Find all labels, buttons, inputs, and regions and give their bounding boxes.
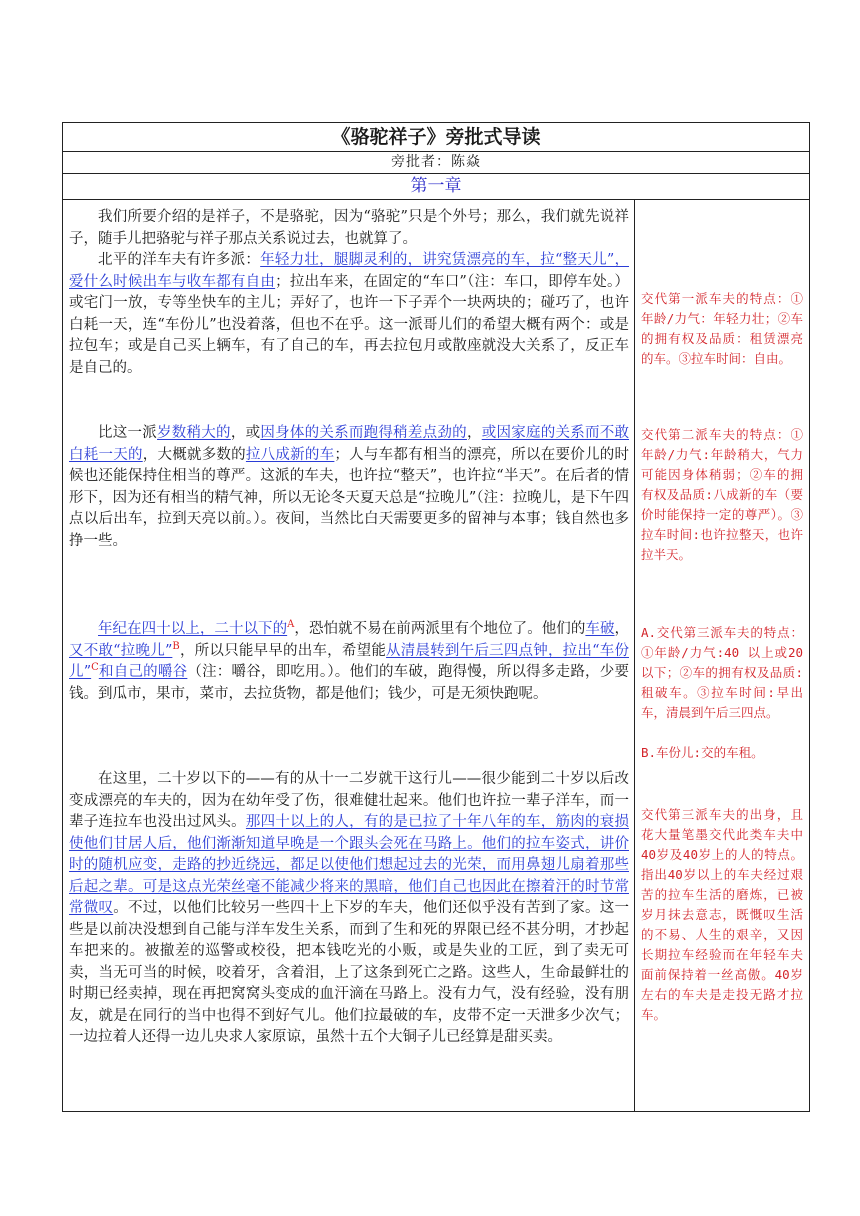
main-text-column <box>63 199 635 1111</box>
text-segment: 比这一派 <box>98 425 158 441</box>
text-segment: ；人与车都有相当的漂亮，所以在要价儿的时候也还能保持住相当的尊严。这派的车夫，也许拉“整天”，也许拉“半天”。在后者的情形下，因为还有相当的精气神，所以无论冬天夏天总是“拉晚儿”（注：拉晚儿，是下午四点以后出车，拉到天亮以前。）。夜间，当然比白天需要更多的留神与本事；钱自然也多挣一些。 <box>69 446 630 549</box>
document-title: 《骆驼祥子》旁批式导读 <box>63 123 809 152</box>
paragraph-4 <box>69 619 629 705</box>
highlight-segment: 和自己的嚼谷 <box>98 664 188 680</box>
highlight-segment: 岁数稍大的 <box>157 425 231 441</box>
text-segment: ；拉出车来，在固定的“车口”（注：车口，即停车处。）或宅门一放，专等坐快车的主儿；弄好了，也许一下子弄个一块两块的；碰巧了，也许白耗一天，连“车份儿”也没着落，但也不在乎。这一派哥儿们的希望大概有两个：或是拉包车；或是自己买上辆车，有了自己的车，再去拉包月或散座就没大关系了，反正车是自己的。 <box>69 273 630 376</box>
paragraph-1: 我们所要介绍的是祥子，不是骆驼，因为“骆驼”只是个外号；那么，我们就先说祥子，随手儿把骆驼与祥子那点关系说过去，也就算了。 <box>69 209 629 247</box>
side-note-2: 交代第二派车夫的特点：①年龄/力气:年龄稍大，气力可能因身体稍弱；②车的拥有权及品质:八成新的车（要价时能保持一定的尊严）。③拉车时间:也许拉整天，也许拉半天。 <box>641 427 803 562</box>
annotation-column <box>635 199 809 1111</box>
side-note-3: A.交代第三派车夫的特点：①年龄/力气:40 以上或20以下；②车的拥有权及品质:租破车。③拉车时间:早出车，清晨到午后三四点。 <box>641 625 803 720</box>
marker-a: A <box>287 619 295 631</box>
text-segment: ，恐怕就不易在前两派里有个地位了。他们的 <box>294 621 586 637</box>
highlight-segment: 或因家庭的关系而不敢白耗一天的 <box>69 425 630 463</box>
highlight-segment: 又不敢“拉晚儿” <box>69 642 173 659</box>
text-segment: 。不过，以他们比较另一些四十上下岁的车夫，他们还似乎没有苦到了家。这一些是以前决没想到自己能与洋车发生关系，而到了生和死的界限已经不甚分明，才抄起车把来的。被撤差的巡警或校役，把本钱吃光的小贩，或是失业的工匠，到了卖无可卖，当无可当的时候，咬着牙，含着泪，上了这条到死亡之路。这些人，生命最鲜壮的时期已经卖掉，现在再把窝窝头变成的血汗滴在马路上。没有力气，没有经验，没有朋友，就是在同行的当中也得不到好气儿。他们拉最破的车，皮带不定一天泄多少次气；一边拉着人还得一边儿央求人家原谅，虽然十五个大铜子儿已经算是甜买卖。 <box>69 900 630 1045</box>
text-segment: ，或 <box>230 425 261 441</box>
marker-c: C <box>91 662 99 674</box>
text-segment: （注：嚼谷，即吃用。）。他们的车破，跑得慢，所以得多走路，少要钱。到瓜市，果市，菜市，去拉货物，都是他们；钱少，可是无须快跑呢。 <box>69 664 630 702</box>
highlight-segment: 车破 <box>585 621 615 637</box>
text-segment: ，大概就多数的 <box>142 446 246 463</box>
highlight-segment: 那四十以上的人，有的是已拉了十年八年的车，筋肉的衰损使他们甘居人后，他们渐渐知道早晚是一个跟头会死在马路上。他们的拉车姿式，讲价时的随机应变，走路的抄近绕远，都足以使他们想起过去的光荣，而用鼻翅儿扇着那些后起之辈。可是这点光荣丝毫不能减少将来的黑暗，他们自己也因此在擦着汗的时节常常微叹 <box>69 814 630 916</box>
highlight-segment: 年纪在四十以上，二十以下的 <box>98 621 288 637</box>
highlight-segment: 年轻力壮，腿脚灵利的，讲究赁漂亮的车，拉“整天儿”，爱什么时候出车与收车都有自由 <box>69 252 630 290</box>
side-note-4: 交代第三派车夫的出身，且花大量笔墨交代此类车夫中40岁及40岁上的人的特点。指出40岁以上的车夫经过艰苦的拉车生活的磨炼，已被岁月抹去意志，既慨叹生活的不易、人生的艰辛，又因长期拉车经验而在年轻车夫面前保持着一丝高傲。40岁左右的车夫是走投无路才拉车。 <box>641 807 803 1022</box>
marker-b: B <box>172 640 180 652</box>
annotator-line: 旁批者：陈焱 <box>63 152 809 174</box>
guide-table <box>62 122 810 1112</box>
paragraph-2 <box>69 250 629 379</box>
paragraph-5 <box>69 769 629 1049</box>
text-segment: 北平的洋车夫有许多派： <box>98 252 261 268</box>
content-row <box>63 199 809 1111</box>
highlight-segment: 从清晨转到午后三四点钟，拉出“车份儿” <box>69 642 629 680</box>
highlight-segment: 因身体的关系而跑得稍差点劲的 <box>260 425 467 441</box>
side-note-3b: B.车份儿:交的车租。 <box>641 745 764 760</box>
text-segment: ，所以只能早早的出车，希望能 <box>179 642 387 659</box>
side-note-1: 交代第一派车夫的特点：①年龄/力气：年轻力壮；②车的拥有权及品质：租赁漂亮的车。③拉车时间：自由。 <box>641 291 803 366</box>
text-segment: ， <box>614 621 630 637</box>
chapter-heading: 第一章 <box>63 174 809 200</box>
highlight-segment: 拉八成新的车 <box>245 446 335 463</box>
paragraph-3 <box>69 423 629 552</box>
text-segment: 在这里，二十岁以下的——有的从十一二岁就干这行儿——很少能到二十岁以后改变成漂亮的车夫的，因为在幼年受了伤，很难健壮起来。他们也许拉一辈子洋车，而一辈子连拉车也没出过风头。 <box>69 771 629 830</box>
text-segment: ， <box>466 425 482 441</box>
